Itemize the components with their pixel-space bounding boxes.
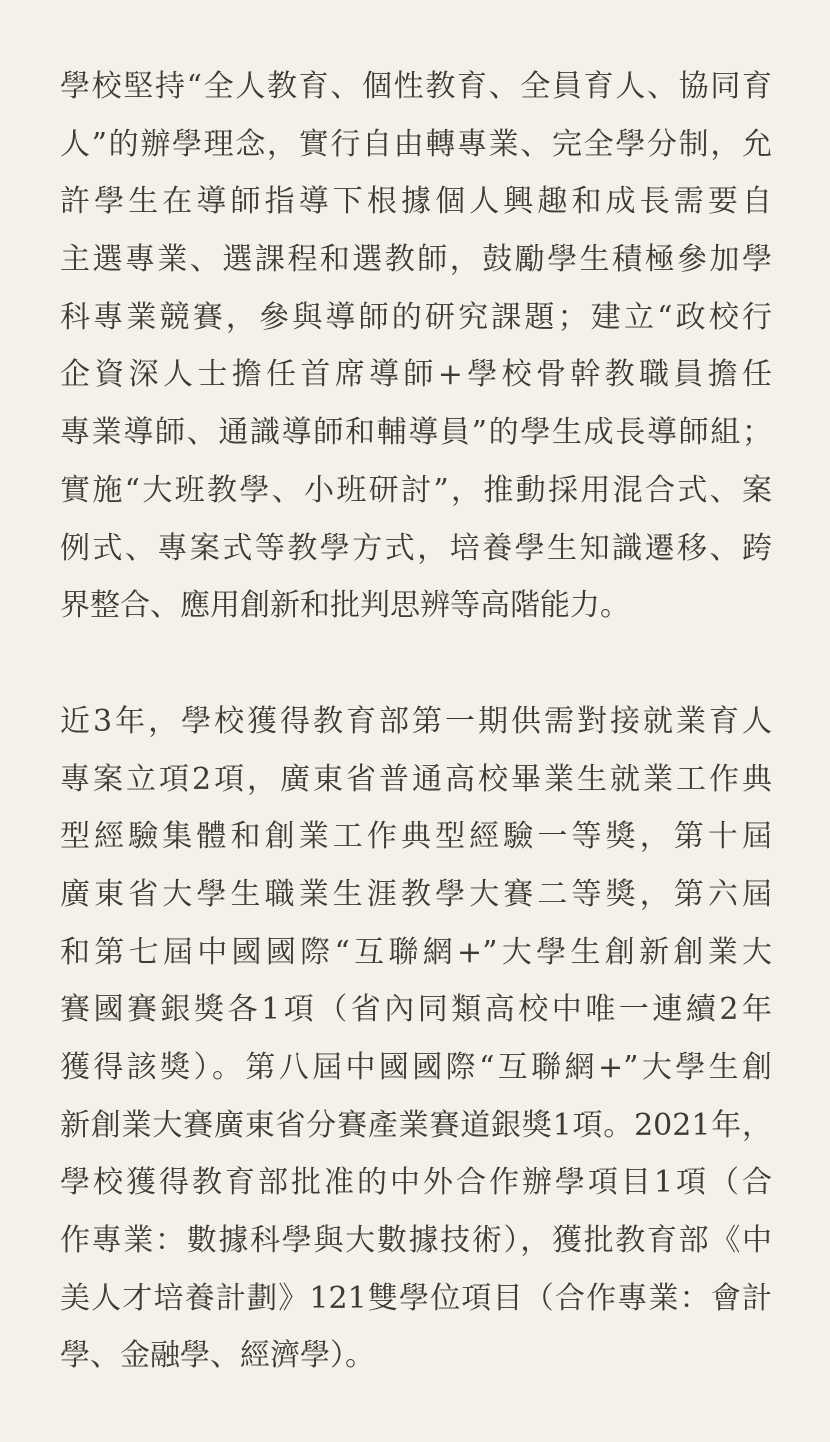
text-line: 廣東省大學生職業生涯教學大賽二等獎，第六屆 [60,876,772,912]
text-line: 例式、專案式等教學方式，培養學生知識遷移、跨 [60,530,772,566]
text-line: 專業導師、通識導師和輔導員”的學生成長導師組； [60,415,772,451]
text-line: 學、金融學、經濟學）。 [60,1338,375,1374]
text-line: 專案立項2項，廣東省普通高校畢業生就業工作典 [60,761,772,797]
paragraph-achievements [60,693,772,1385]
text-line: 企資深人士擔任首席導師+學校骨幹教職員擔任 [60,357,772,393]
text-line: 界整合、應用創新和批判思辨等高階能力。 [60,588,630,624]
article-body [60,58,772,1385]
text-line: 學校獲得教育部批准的中外合作辦學項目1項（合 [60,1165,772,1201]
paragraph-spacer [60,635,772,693]
text-line: 賽國賽銀獎各1項（省內同類高校中唯一連續2年 [60,992,772,1028]
text-line: 新創業大賽廣東省分賽產業賽道銀獎1項。2021年， [60,1107,772,1143]
text-line: 學校堅持“全人教育、個性教育、全員育人、協同育 [60,69,772,104]
text-line: 主選專業、選課程和選教師，鼓勵學生積極參加學 [60,242,772,278]
text-line: 獲得該獎）。第八屆中國國際“互聯網+”大學生創 [60,1050,772,1085]
text-line: 型經驗集體和創業工作典型經驗一等獎，第十屆 [60,819,772,855]
paragraph-teaching-system [60,58,772,635]
text-line: 人”的辦學理念，實行自由轉專業、完全學分制，允 [60,126,772,162]
text-line: 科專業競賽，參與導師的研究課題；建立“政校行 [60,299,772,335]
text-line: 實施“大班教學、小班研討”，推動採用混合式、案 [60,472,772,508]
text-line: 和第七屆中國國際“互聯網+”大學生創新創業大 [60,934,772,970]
text-line: 許學生在導師指導下根據個人興趣和成長需要自 [60,184,772,220]
text-line: 美人才培養計劃》121雙學位項目（合作專業：會計 [60,1280,772,1316]
text-line: 作專業：數據科學與大數據技術），獲批教育部《中 [60,1223,772,1259]
text-line: 近3年，學校獲得教育部第一期供需對接就業育人 [60,703,772,739]
